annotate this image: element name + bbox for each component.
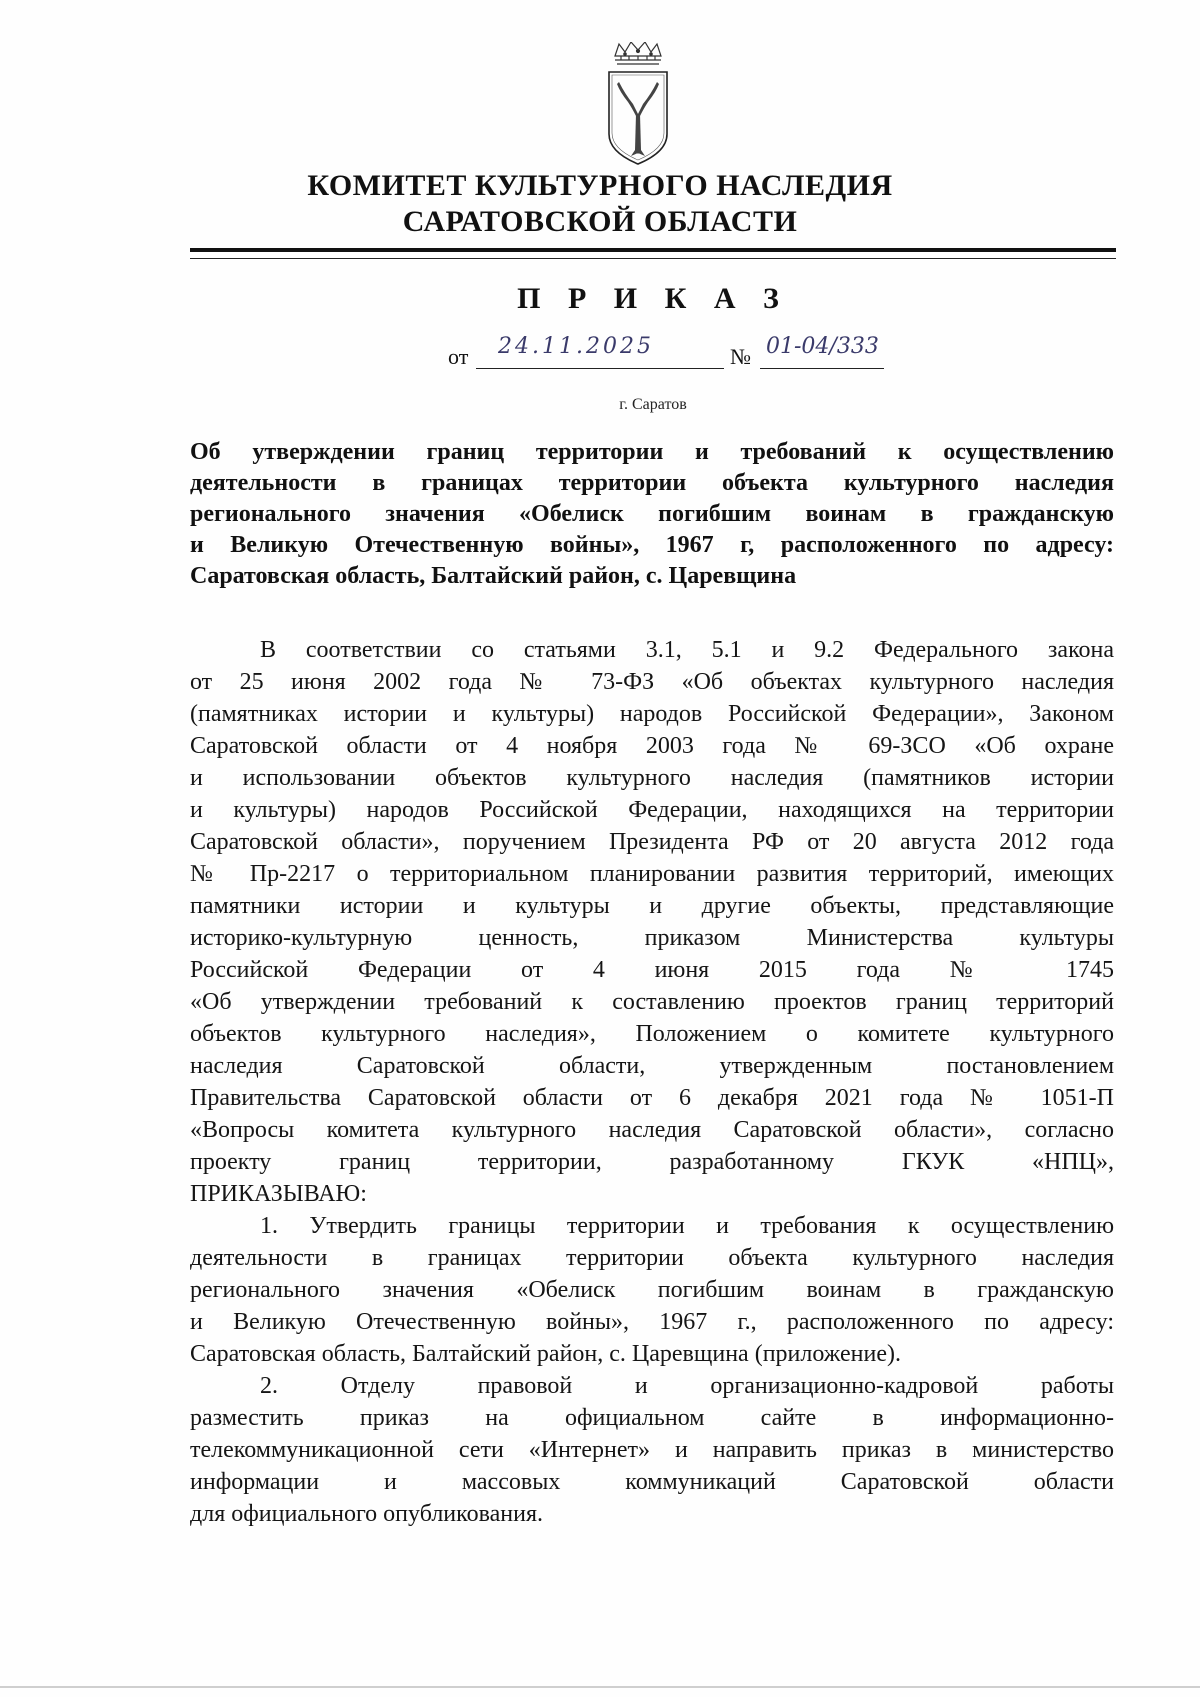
body-line: для официального опубликования.	[190, 1501, 543, 1527]
body-line: Саратовская область, Балтайский район, с. Царевщина (приложение).	[190, 1341, 902, 1367]
body-line: информации и массовых коммуникаций Саратовской области	[190, 1469, 1114, 1495]
body-line: Саратовской области от 4 ноября 2003 года № 69-ЗСО «Об охране	[190, 733, 1114, 759]
saratov-coat-of-arms-icon	[603, 42, 673, 167]
subject-line: Саратовская область, Балтайский район, с. Царевщина	[190, 563, 797, 589]
body-line: историко-культурную ценность, приказом Министерства культуры	[190, 925, 1114, 951]
body-line: и культуры) народов Российской Федерации, находящихся на территории	[190, 797, 1114, 823]
body-line-item-2: 2. Отделу правовой и организационно-кадровой работы	[260, 1373, 1114, 1399]
document-type-title: П Р И К А З	[517, 282, 789, 315]
body-line: № Пр-2217 о территориальном планировании развития территорий, имеющих	[190, 861, 1114, 887]
body-line: телекоммуникационной сети «Интернет» и направить приказ в министерство	[190, 1437, 1114, 1463]
subject-line: и Великую Отечественную войны», 1967 г, расположенного по адресу:	[190, 532, 1114, 558]
body-line-item-1: 1. Утвердить границы территории и требования к осуществлению	[260, 1213, 1114, 1239]
number-label: №	[730, 344, 751, 369]
document-body	[190, 634, 1114, 1530]
document-date: 24.11.2025	[498, 334, 654, 359]
subject-line: регионального значения «Обелиск погибшим воинам в гражданскую	[190, 501, 1114, 527]
body-line: В соответствии со статьями 3.1, 5.1 и 9.2 Федерального закона	[260, 637, 1114, 663]
document-date-field	[476, 334, 724, 369]
body-line: регионального значения «Обелиск погибшим воинам в гражданскую	[190, 1277, 1114, 1303]
body-line: и Великую Отечественную войны», 1967 г., расположенного по адресу:	[190, 1309, 1114, 1335]
body-line: и использовании объектов культурного наследия (памятников истории	[190, 765, 1114, 791]
body-line: «Вопросы комитета культурного наследия Саратовской области», согласно	[190, 1117, 1114, 1143]
body-line: от 25 июня 2002 года № 73-ФЗ «Об объектах культурного наследия	[190, 669, 1114, 695]
document-number: 01-04/333	[766, 334, 879, 359]
scan-bottom-edge	[0, 1686, 1200, 1688]
body-line: памятники истории и культуры и другие объекты, представляющие	[190, 893, 1114, 919]
body-line: наследия Саратовской области, утвержденным постановлением	[190, 1053, 1114, 1079]
body-line-order-keyword: ПРИКАЗЫВАЮ:	[190, 1181, 367, 1207]
body-line: Правительства Саратовской области от 6 декабря 2021 года № 1051-П	[190, 1085, 1114, 1111]
body-line: деятельности в границах территории объекта культурного наследия	[190, 1245, 1114, 1271]
body-line: (памятниках истории и культуры) народов Российской Федерации», Законом	[190, 701, 1114, 727]
subject-line: Об утверждении границ территории и требований к осуществлению	[190, 439, 1114, 465]
document-subject	[190, 437, 1114, 592]
header-divider-thick	[190, 248, 1116, 252]
header-divider-thin	[190, 258, 1116, 259]
organization-name-line1: КОМИТЕТ КУЛЬТУРНОГО НАСЛЕДИЯ	[307, 169, 893, 202]
document-number-field	[760, 334, 884, 369]
city-label: г. Саратов	[619, 396, 687, 413]
body-line: Саратовской области», поручением Президента РФ от 20 августа 2012 года	[190, 829, 1114, 855]
body-line: проекту границ территории, разработанному ГКУК «НПЦ»,	[190, 1149, 1114, 1175]
body-line: Российской Федерации от 4 июня 2015 года № 1745	[190, 957, 1114, 983]
date-label: от	[448, 344, 469, 369]
body-line: объектов культурного наследия», Положением о комитете культурного	[190, 1021, 1114, 1047]
body-line: «Об утверждении требований к составлению проектов границ территорий	[190, 989, 1114, 1015]
organization-name-line2: САРАТОВСКОЙ ОБЛАСТИ	[402, 205, 798, 238]
body-line: разместить приказ на официальном сайте в информационно-	[190, 1405, 1114, 1431]
subject-line: деятельности в границах территории объекта культурного наследия	[190, 470, 1114, 496]
